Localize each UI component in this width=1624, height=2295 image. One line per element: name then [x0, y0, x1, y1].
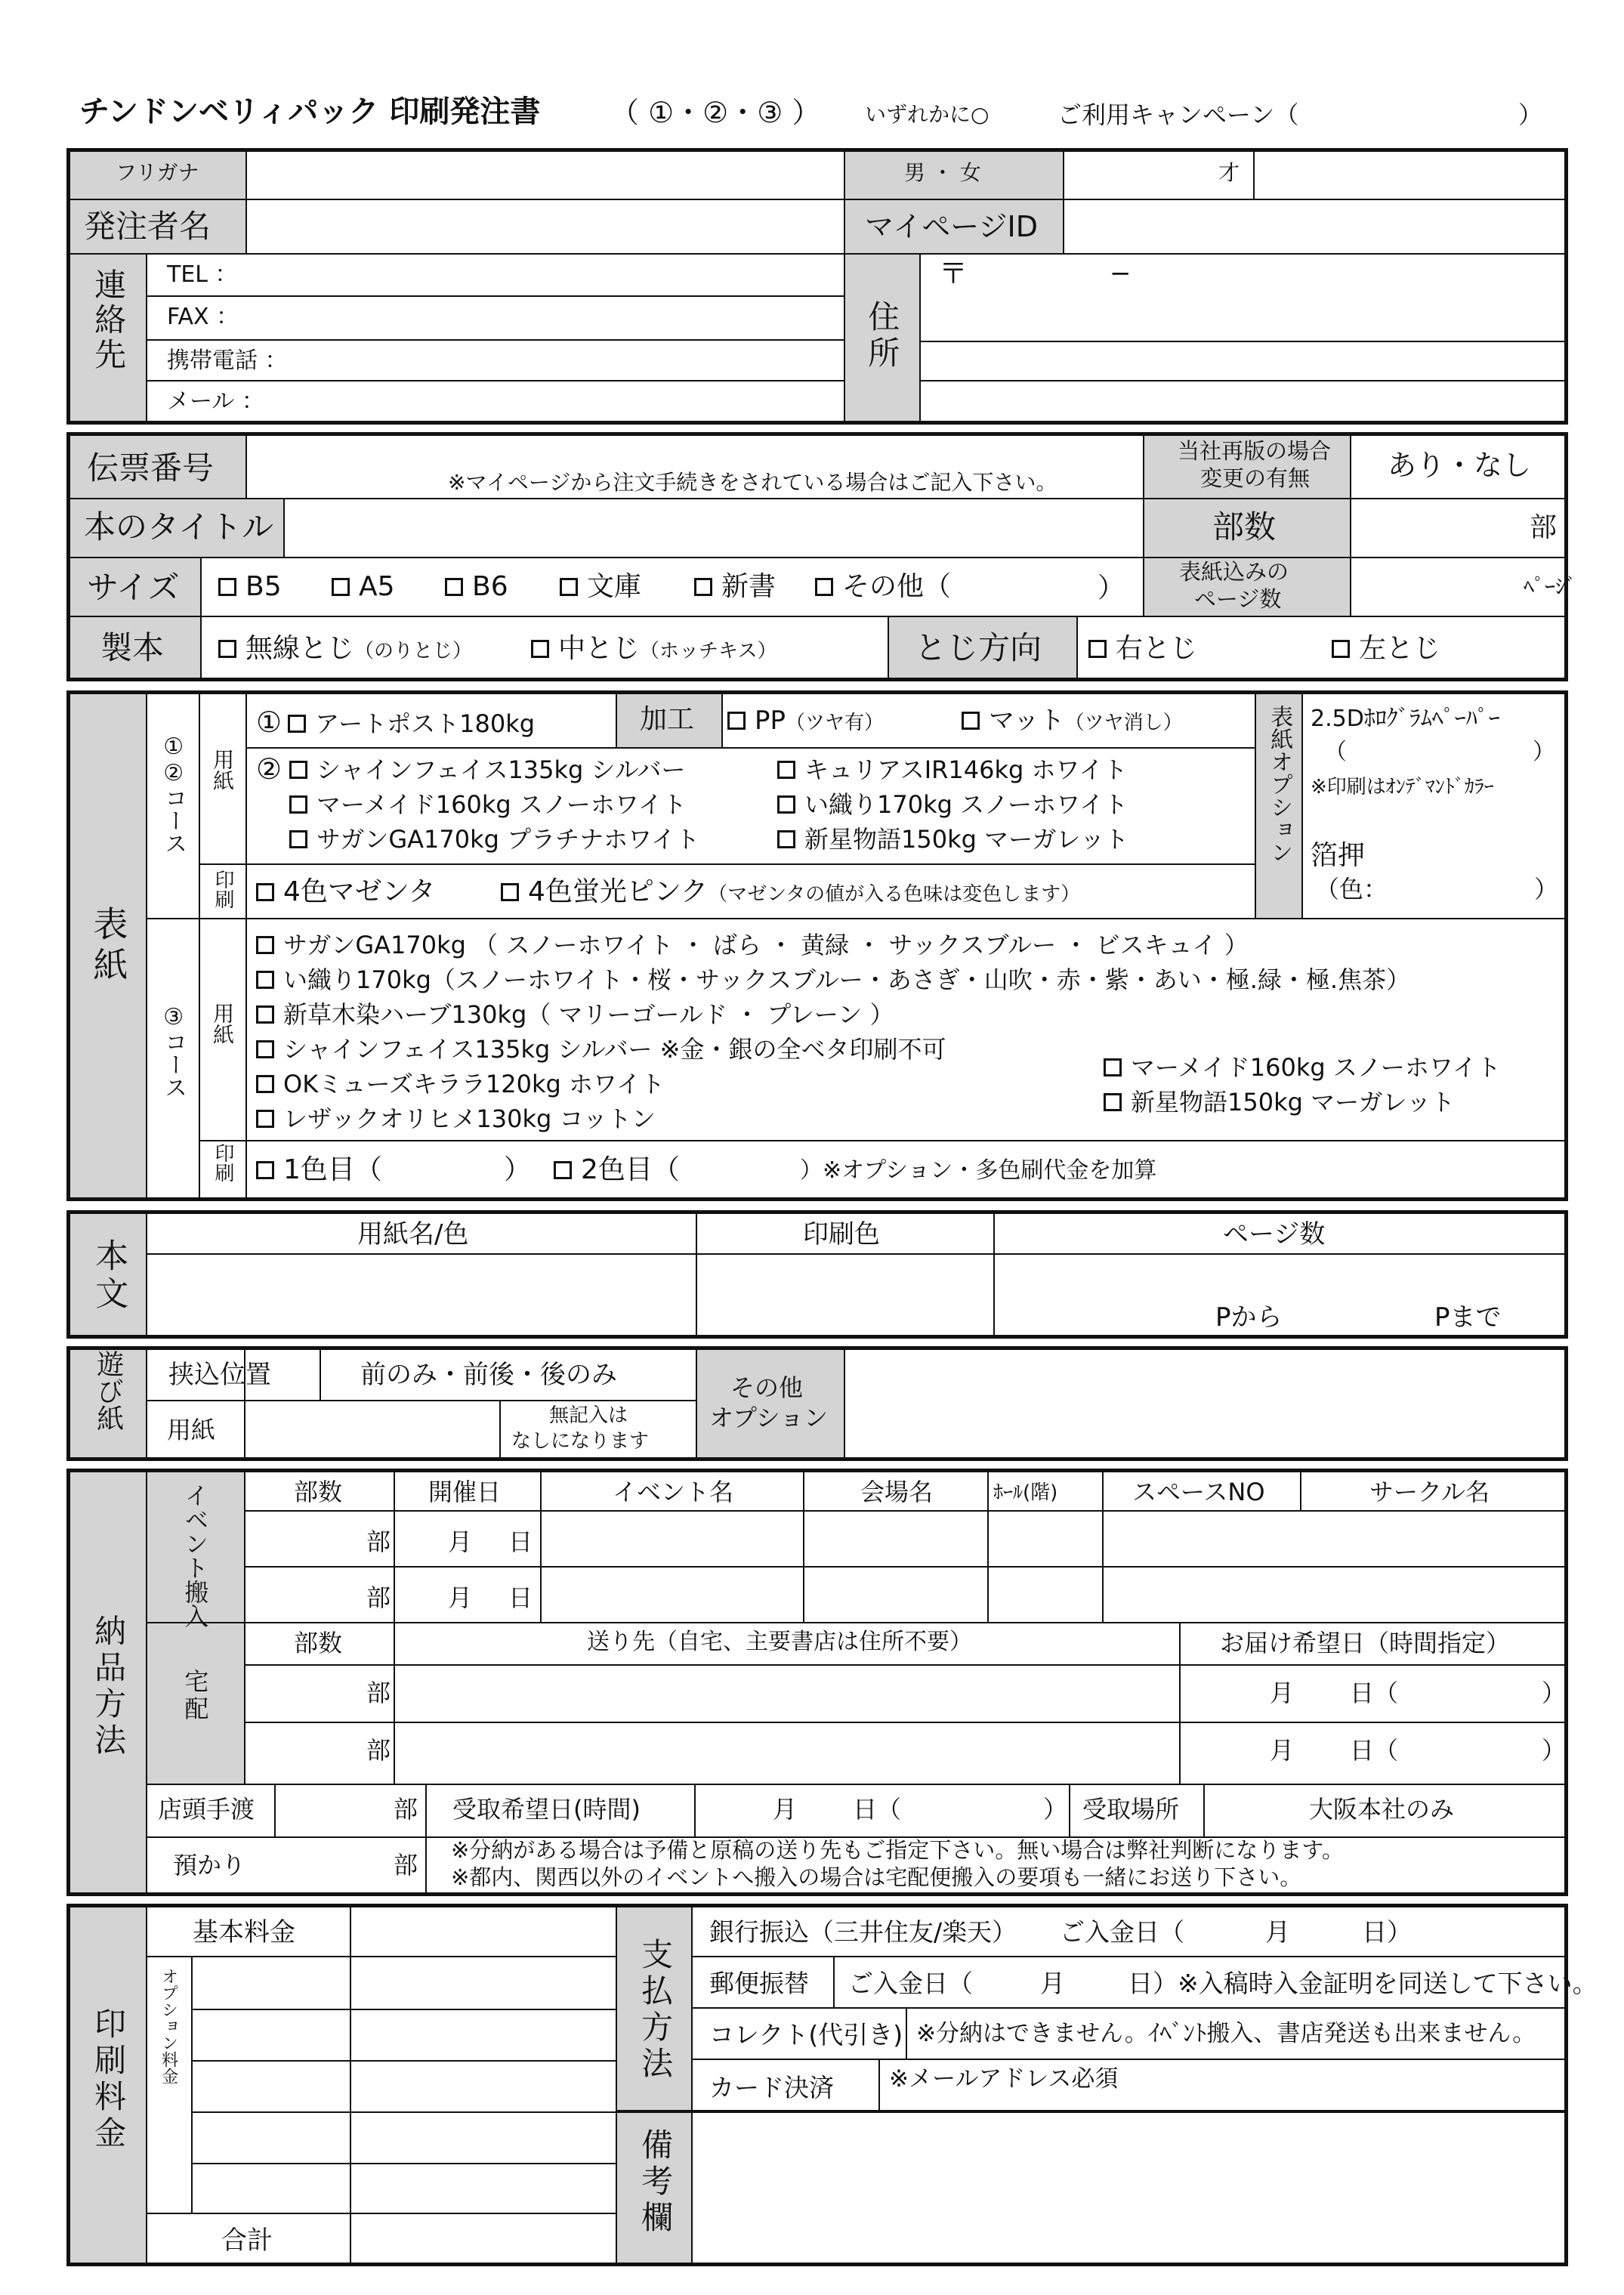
body-paper-header: 用紙名/色 [357, 1219, 469, 1249]
body-paper-field[interactable] [149, 1256, 693, 1332]
store-copies-field[interactable] [277, 1787, 375, 1833]
papers3-1-checkbox[interactable] [256, 971, 274, 989]
event-delivery-label: イベント搬入 [181, 1483, 210, 1628]
hologram-option[interactable]: 2.5Dﾎﾛｸﾞﾗﾑﾍﾟｰﾊﾟｰ [1311, 706, 1500, 732]
course3-paper-label: 用紙 [210, 1002, 236, 1045]
book-info-section [66, 432, 1577, 681]
papers3-right-0[interactable] [1104, 1055, 1501, 1080]
size-option-0-label: B5 [245, 571, 282, 602]
papers3-3-label: シャインフェイス135kg シルバー ※金・銀の全ベタ印刷不可 [283, 1035, 946, 1064]
event-copies-header: 部数 [294, 1478, 343, 1506]
papers3-right-1-checkbox[interactable] [1104, 1093, 1122, 1111]
copies-label: 部数 [1212, 508, 1277, 545]
pages-field[interactable] [1353, 560, 1511, 613]
home-copies-unit: 部 [366, 1679, 391, 1707]
papers3-0[interactable] [256, 933, 1249, 957]
store-copies-unit: 部 [394, 1795, 418, 1824]
papers3-5-label: レザックオリヒメ130kg コットン [283, 1104, 656, 1133]
size-option-3-label: 文庫 [587, 571, 642, 602]
papers2-right-1-checkbox[interactable] [777, 795, 795, 814]
endpaper-section [66, 1346, 1568, 1461]
pages-question-1: 表紙込みの [1179, 559, 1289, 585]
print12-pink-option[interactable]: 4色蛍光ピンク（マゼンタの値が入る色味は変色します） [501, 879, 1080, 906]
fax-field[interactable] [320, 297, 841, 338]
size-option-0-checkbox[interactable] [218, 578, 236, 596]
color2-field[interactable] [699, 1148, 804, 1187]
endpaper-label: 遊び紙 [92, 1350, 124, 1432]
foil-color-close: ） [1534, 875, 1559, 903]
postal-date-label: ご入金日（ [848, 1969, 973, 1998]
papers2-right-2[interactable] [777, 825, 1129, 854]
papers3-5[interactable] [256, 1104, 656, 1133]
body-color-header: 印刷色 [803, 1219, 880, 1249]
tel-label: TEL ： [167, 261, 238, 288]
reprint-question-1: 当社再版の場合 [1178, 438, 1332, 464]
campaign-label: ご利用キャンペーン（ [1057, 100, 1299, 129]
event-space-header: スペースNO [1132, 1478, 1265, 1506]
size-option-3-checkbox[interactable] [560, 578, 578, 596]
mobile-label: 携帯電話 ： [167, 347, 288, 374]
papers3-right-1[interactable] [1104, 1088, 1456, 1117]
home-day-unit: 日（ [1350, 1679, 1399, 1707]
papers2-left-0-checkbox[interactable] [289, 761, 307, 779]
papers3-right-1-label: 新星物語150kg マーガレット [1131, 1088, 1456, 1117]
delivery-label: 納品方法 [90, 1614, 128, 1759]
body-color-field[interactable] [699, 1256, 990, 1332]
home-copies-unit: 部 [366, 1736, 391, 1765]
home-row-1[interactable] [397, 1725, 1175, 1778]
size-option-1-checkbox[interactable] [332, 578, 350, 596]
papers3-2-checkbox[interactable] [256, 1005, 274, 1024]
mail-label: メール ： [167, 388, 264, 415]
papers2-right-1[interactable] [777, 792, 1128, 817]
delivery-note-1: ※分納がある場合は予備と原稿の送り先もご指定下さい。無い場合は弊社判断になります。 [451, 1837, 1344, 1863]
papers3-5-checkbox[interactable] [256, 1110, 274, 1128]
papers3-2-label: 新草木染ハーブ130kg（ マリーゴールド ・ プレーン ） [283, 1000, 894, 1029]
cover-paper-2-number: ② [256, 752, 283, 786]
color1-checkbox[interactable] [256, 1161, 274, 1179]
fee-label: 印刷料金 [90, 2007, 128, 2152]
print3-color2-close: ）※オプション・多色刷代金を加算 [800, 1157, 1157, 1184]
age-unit: 才 [1218, 160, 1240, 185]
binding-saddle-option[interactable]: 中とじ（ホッチキス） [531, 635, 777, 663]
event-row-1[interactable] [247, 1569, 1561, 1619]
pp-checkbox[interactable] [727, 712, 746, 730]
page-from-label: Pから [1215, 1302, 1283, 1333]
home-copies-header: 部数 [294, 1629, 343, 1657]
papers2-right-2-label: 新星物語150kg マーガレット [804, 825, 1129, 854]
course-selector-note: いずれかに○ [865, 102, 990, 127]
cod-note: ※分納はできません。ｲﾍﾞﾝﾄ搬入、書店発送も出来ません。 [916, 2020, 1536, 2047]
binding-perfect-option[interactable]: 無線とじ（のりとじ） [218, 635, 472, 663]
direction-right-option[interactable]: 右とじ [1088, 635, 1197, 663]
print3-color1-close: ） [504, 1154, 532, 1185]
size-label: サイズ [87, 569, 180, 606]
bank-date-label: ご入金日（ [1060, 1917, 1184, 1947]
course3-print-label: 印刷 [211, 1143, 234, 1182]
papers2-left-2[interactable] [289, 825, 700, 854]
papers3-4[interactable] [256, 1072, 665, 1096]
postal-month: 月 [1040, 1969, 1065, 1998]
event-copies-unit: 部 [366, 1583, 391, 1612]
body-pages-header: ページ数 [1223, 1219, 1326, 1249]
papers2-left-1-label: マーメイド160kg スノーホワイト [316, 790, 687, 819]
size-option-1-label: A5 [359, 571, 395, 602]
bank-day: 日） [1362, 1917, 1412, 1947]
papers2-right-2-checkbox[interactable] [777, 830, 795, 848]
store-date-field[interactable] [697, 1787, 1066, 1833]
event-hall-header: ﾎｰﾙ(階) [993, 1481, 1058, 1504]
delivery-note-2: ※都内、関西以外のイベントへ搬入の場合は宅配便搬入の要項も一緒にお送り下さい。 [451, 1864, 1302, 1890]
home-delivery-label: 宅配 [181, 1669, 210, 1723]
papers2-right-0-label: キュリアスIR146kg ホワイト [804, 755, 1128, 784]
orderer-section [66, 148, 1568, 425]
fluorescent-pink-checkbox[interactable] [501, 883, 519, 901]
size-option-2[interactable] [445, 573, 508, 601]
keep-copies-field[interactable] [277, 1839, 375, 1889]
course12-label: ①②コース [160, 734, 187, 854]
size-option-2-checkbox[interactable] [445, 578, 463, 596]
blank-note-1: 無記入は [549, 1404, 628, 1427]
event-day-unit: 日 [508, 1583, 533, 1612]
event-date-header: 開催日 [428, 1478, 502, 1506]
fee-payment-section [66, 1904, 1598, 2266]
papers2-right-1-label: い織り170kg スノーホワイト [804, 790, 1128, 819]
store-place-value: 大阪本社のみ [1309, 1795, 1455, 1824]
binding-label: 製本 [100, 629, 165, 666]
finish-matte-option[interactable]: マット（ツヤ消し） [962, 708, 1183, 734]
store-day-unit: 日（ [853, 1795, 902, 1824]
postal-code-field[interactable] [977, 256, 1279, 291]
size-option-5-label: その他（ [842, 571, 952, 602]
course3-label: ③コース [160, 1004, 187, 1098]
papers2-left-1-checkbox[interactable] [289, 795, 307, 814]
papers3-3-checkbox[interactable] [256, 1040, 274, 1058]
body-text-label: 本文 [89, 1238, 128, 1314]
foil-option[interactable]: 箔押 [1311, 840, 1366, 871]
keep-copies-unit: 部 [394, 1851, 418, 1880]
basic-fee-label: 基本料金 [193, 1917, 295, 1948]
page-to-label: Pまで [1434, 1302, 1502, 1333]
hologram-open: （ [1324, 739, 1347, 765]
book-title-label: 本のタイトル [84, 508, 274, 545]
size-other-close: ） [1098, 573, 1125, 604]
payment-postal-option[interactable]: 郵便振替 [709, 1969, 809, 1998]
direction-right-checkbox[interactable] [1088, 640, 1107, 658]
reprint-question-2: 変更の有無 [1200, 465, 1311, 491]
size-option-4-checkbox[interactable] [694, 578, 712, 596]
event-month-unit: 月 [448, 1583, 473, 1612]
mypage-id-field[interactable] [1066, 202, 1561, 250]
foil-color-field[interactable] [1415, 873, 1528, 907]
home-month-unit: 月 [1270, 1679, 1295, 1707]
slip-number-note: ※マイページから注文手続きをされている場合はご記入下さい。 [448, 470, 1057, 495]
color1-field[interactable] [395, 1148, 493, 1187]
event-name-header: イベント名 [613, 1478, 734, 1506]
address-field[interactable] [922, 295, 1561, 419]
store-date-label: 受取希望日(時間) [452, 1795, 641, 1824]
keep-label: 預かり [173, 1851, 246, 1880]
event-row-0[interactable] [247, 1513, 1561, 1563]
finish-label: 加工 [640, 704, 695, 735]
event-day-unit: 日 [508, 1527, 533, 1556]
papers3-1[interactable] [256, 965, 1411, 994]
gender-select[interactable]: 男 ・ 女 [904, 160, 981, 185]
event-month-unit: 月 [448, 1527, 473, 1556]
endpaper-paper-field[interactable] [247, 1403, 496, 1454]
orderer-name-field[interactable] [249, 202, 841, 250]
payment-bank-option[interactable]: 銀行振込（三井住友/楽天） [709, 1917, 1017, 1947]
papers2-right-0[interactable] [777, 755, 1128, 784]
foil-color-label: （色： [1315, 875, 1388, 903]
size-option-3[interactable] [560, 573, 641, 601]
size-option-5[interactable] [815, 573, 951, 601]
papers3-0-checkbox[interactable] [256, 936, 274, 954]
other-option-label-2: オプション [709, 1404, 829, 1432]
postal-mark: 〒 [939, 257, 968, 290]
slip-number-label: 伝票番号 [87, 449, 215, 486]
matte-checkbox[interactable] [962, 712, 980, 730]
body-text-section [66, 1210, 1568, 1339]
total-label: 合計 [221, 2226, 273, 2256]
payment-cod-option[interactable]: コレクト(代引き) [709, 2020, 903, 2049]
course12-paper-label: 用紙 [210, 749, 236, 791]
blank-note-2: なしになります [511, 1430, 650, 1453]
papers3-0-label: サガンGA170kg （ スノーホワイト ・ ばら ・ 黄緑 ・ サックスブルー ・ ビスキュイ ） [283, 931, 1249, 959]
other-option-label-1: その他 [730, 1373, 804, 1402]
papers3-right-0-label: マーメイド160kg スノーホワイト [1131, 1053, 1501, 1082]
binding-perfect-checkbox[interactable] [218, 640, 236, 658]
course-selector: （ ①・②・③ ） [610, 96, 821, 129]
copies-unit: 部 [1530, 512, 1558, 543]
campaign-close: ） [1518, 100, 1543, 129]
magenta-checkbox[interactable] [256, 883, 274, 901]
address-label: 住所 [863, 300, 901, 372]
store-handover-label: 店頭手渡 [158, 1795, 255, 1824]
color2-checkbox[interactable] [554, 1161, 572, 1179]
art-post-checkbox[interactable] [288, 715, 306, 733]
cover-paper-1[interactable]: ① アートポスト180kg [256, 706, 536, 739]
papers2-left-0-label: シャインフェイス135kg シルバー [316, 755, 686, 784]
event-circle-header: サークル名 [1369, 1478, 1490, 1506]
endpaper-paper-label: 用紙 [167, 1416, 216, 1444]
papers3-3[interactable] [256, 1035, 946, 1064]
hologram-close: ） [1533, 739, 1555, 765]
event-copies-unit: 部 [366, 1527, 391, 1556]
direction-left-option[interactable]: 左とじ [1332, 635, 1440, 663]
store-close: ） [1043, 1795, 1068, 1824]
papers2-left-0[interactable] [289, 755, 686, 784]
remarks-label: 備考欄 [637, 2128, 675, 2237]
page-title: チンドンベリィパック 印刷発注書 [79, 94, 541, 129]
mobile-field[interactable] [372, 341, 841, 378]
finish-pp-option[interactable]: PP（ツヤ有） [727, 708, 884, 734]
mypage-id-label: マイページID [865, 210, 1038, 243]
papers2-right-0-checkbox[interactable] [777, 761, 795, 779]
book-title-field[interactable] [286, 501, 1140, 554]
cover-option-label: 表紙オプション [1266, 705, 1293, 863]
home-close: ） [1542, 1736, 1567, 1765]
insert-position-select[interactable]: 前のみ・前後・後のみ [360, 1360, 617, 1390]
size-option-1[interactable] [332, 573, 395, 601]
size-option-4[interactable] [694, 573, 776, 601]
size-option-5-checkbox[interactable] [815, 578, 833, 596]
event-venue-header: 会場名 [860, 1478, 934, 1506]
payment-card-option[interactable]: カード決済 [709, 2073, 834, 2102]
age-field[interactable] [1066, 153, 1212, 197]
home-date-header: お届け希望日（時間指定） [1220, 1629, 1511, 1657]
bank-month: 月 [1265, 1917, 1290, 1947]
store-place-label: 受取場所 [1082, 1795, 1180, 1824]
cover-label: 表紙 [88, 906, 129, 987]
papers3-1-label: い織り170kg（スノーホワイト・桜・サックスブルー・あさぎ・山吹・赤・紫・あい・極.緑・極.焦茶） [283, 965, 1411, 994]
direction-left-checkbox[interactable] [1332, 640, 1350, 658]
reprint-answer-select[interactable]: あり・なし [1388, 449, 1532, 482]
print3-color2-option[interactable]: 2色目（ [554, 1157, 680, 1184]
insert-position-label: 挟込位置 [168, 1360, 271, 1390]
home-day-unit: 日（ [1350, 1736, 1399, 1765]
direction-label: とじ方向 [915, 629, 1042, 666]
papers2-left-1[interactable] [289, 792, 687, 817]
furigana-label: フリガナ [116, 160, 199, 185]
papers3-4-label: OKミューズキララ120kg ホワイト [283, 1070, 665, 1098]
card-note: ※メールアドレス必須 [889, 2065, 1119, 2093]
furigana-field[interactable] [249, 153, 841, 197]
option-fee-label: オプション料金 [159, 1968, 178, 2084]
total-field[interactable] [353, 2216, 613, 2259]
orderer-name-label: 発注者名 [84, 208, 211, 245]
remarks-field[interactable] [694, 2114, 1561, 2259]
store-month-unit: 月 [773, 1795, 798, 1824]
pages-question-2: ページ数 [1194, 586, 1282, 612]
postal-day: 日）※入稿時入金証明を同送して下さい。 [1128, 1969, 1598, 1998]
contact-label: 連絡先 [90, 268, 128, 372]
home-month-unit: 月 [1270, 1736, 1295, 1765]
tel-field[interactable] [320, 255, 841, 294]
delivery-section [66, 1469, 1568, 1896]
papers2-left-2-label: サガンGA170kg プラチナホワイト [316, 825, 700, 854]
size-option-4-label: 新書 [721, 571, 776, 602]
binding-saddle-checkbox[interactable] [531, 640, 549, 658]
papers3-2[interactable] [256, 1002, 894, 1027]
home-destination-header: 送り先（自宅、主要書店は住所不要） [587, 1629, 972, 1655]
home-row-0[interactable] [397, 1667, 1175, 1720]
other-option-field[interactable] [847, 1353, 1561, 1454]
postal-dash: − [1110, 258, 1132, 289]
home-close: ） [1542, 1679, 1567, 1707]
course12-print-label: 印刷 [211, 870, 234, 909]
mail-field[interactable] [320, 381, 841, 419]
print3-color1-option[interactable]: 1色目（ [256, 1157, 382, 1184]
pages-unit: ﾍﾟｰｼﾞ [1524, 574, 1577, 599]
size-option-2-label: B6 [472, 571, 508, 602]
papers3-4-checkbox[interactable] [256, 1075, 274, 1093]
hologram-note: ※印刷はｵﾝﾃﾞﾏﾝﾄﾞｶﾗｰ [1311, 776, 1494, 798]
papers3-right-0-checkbox[interactable] [1104, 1058, 1122, 1076]
size-option-0[interactable] [218, 573, 282, 601]
option-fee-rows[interactable] [353, 1959, 613, 2210]
basic-fee-field[interactable] [353, 1910, 613, 1953]
payment-label: 支払方法 [637, 1938, 675, 2083]
cover-section [66, 690, 1568, 1201]
papers2-left-2-checkbox[interactable] [289, 830, 307, 848]
print12-magenta-option[interactable]: 4色マゼンタ [256, 879, 435, 906]
fax-label: FAX ： [167, 304, 239, 330]
copies-field[interactable] [1353, 501, 1519, 554]
